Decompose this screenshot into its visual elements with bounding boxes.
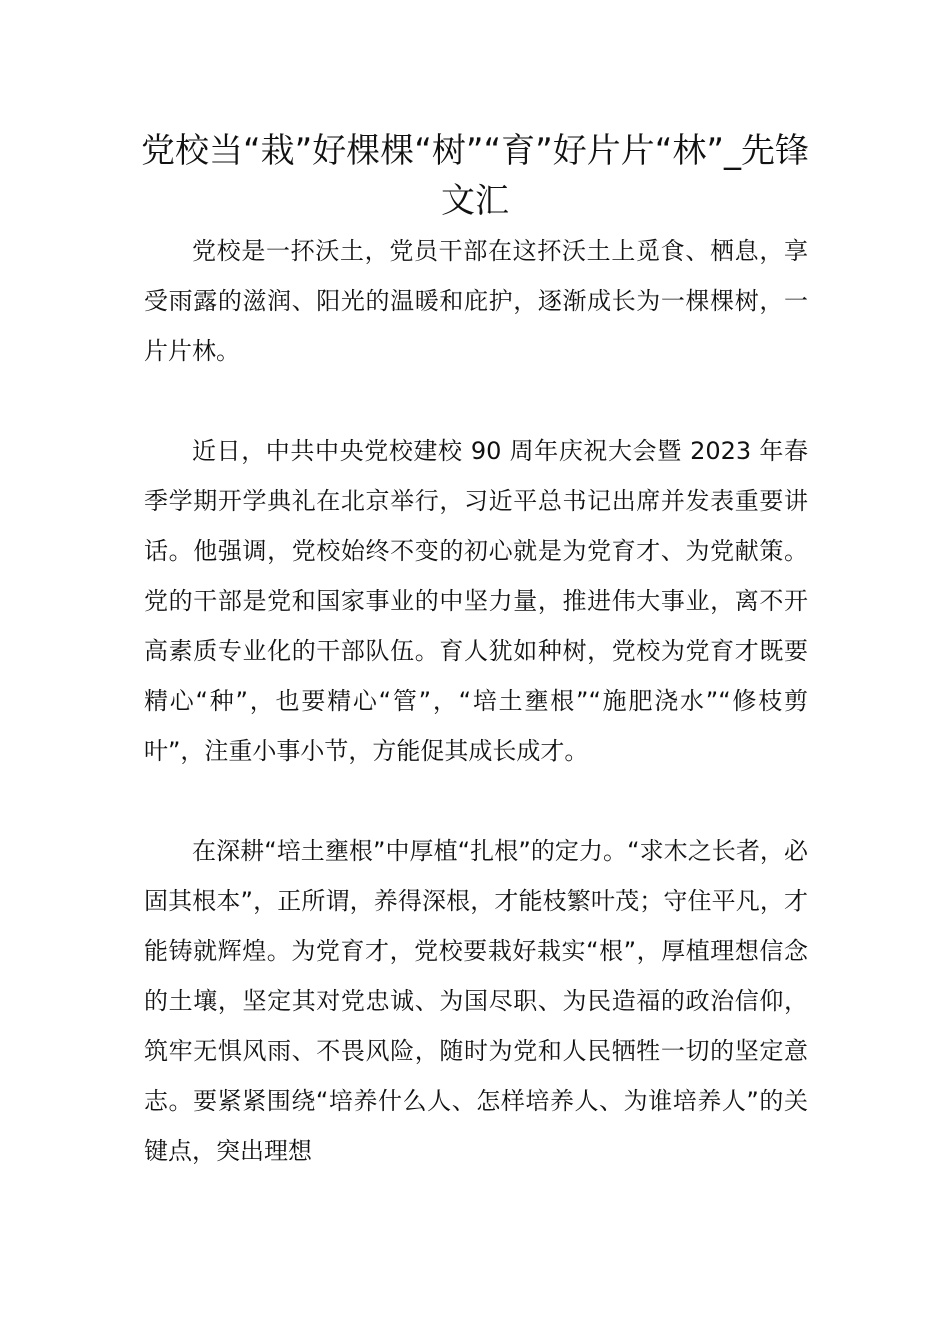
paragraph-3: 在深耕“培土壅根”中厚植“扎根”的定力。“求木之长者，必固其根本”，正所谓，养得深根，才能枝繁叶茂；守住平凡，才能铸就辉煌。为党育才，党校要栽好栽实“根”，厚植理想信念的土壤，坚定其对党忠诚、为国尽职、为民造福的政治信仰，筑牢无惧风雨、不畏风险，随时为党和人民牺牲一切的坚定意志。要紧紧围绕“培养什么人、怎样培养人、为谁培养人”的关键点，突出理想 — [144, 837, 808, 1165]
paragraph-spacer — [144, 376, 808, 426]
paragraph-1: 党校是一抔沃土，党员干部在这抔沃土上觅食、栖息，享受雨露的滋润、阳光的温暖和庇护，逐渐成长为一棵棵树，一片片林。 — [144, 237, 808, 365]
paragraph-spacer — [144, 776, 808, 826]
document-body — [144, 226, 808, 1176]
paragraph-2: 近日，中共中央党校建校 90 周年庆祝大会暨 2023 年春季学期开学典礼在北京举行，习近平总书记出席并发表重要讲话。他强调，党校始终不变的初心就是为党育才、为党献策。党的干部是党和国家事业的中坚力量，推进伟大事业，离不开高素质专业化的干部队伍。育人犹如种树，党校为党育才既要精心“种”，也要精心“管”，“培土壅根”“施肥浇水”“修枝剪叶”，注重小事小节，方能促其成长成才。 — [144, 437, 808, 765]
document-title: 党校当“栽”好棵棵“树”“育”好片片“林”_先锋文汇 — [141, 131, 809, 221]
